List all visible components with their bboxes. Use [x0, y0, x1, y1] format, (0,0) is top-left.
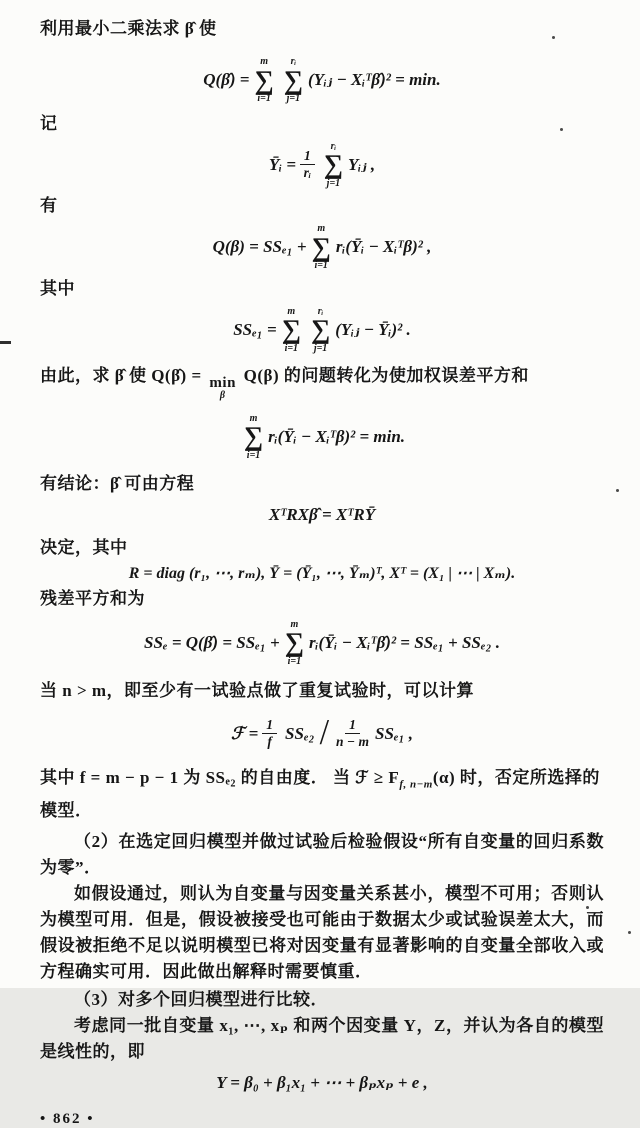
formula-rhs: SSₑ₁ ,	[374, 723, 414, 743]
sum-upper-limit: m	[287, 305, 296, 317]
summation	[312, 223, 331, 272]
summation	[244, 413, 263, 462]
scan-speck	[586, 906, 589, 909]
sigma-icon: ∑	[283, 64, 303, 95]
scan-speck	[616, 489, 619, 492]
scan-speck	[552, 36, 555, 39]
paragraph-jielun: 有结论：β̂ 可由方程	[40, 474, 195, 494]
paragraph-youci	[40, 363, 604, 401]
summation	[284, 56, 303, 105]
sum-lower-limit: i=1	[257, 93, 271, 105]
formula-lhs: Ȳᵢ =	[268, 154, 297, 174]
formula-sse1	[40, 306, 604, 355]
formula-matrix-definitions	[40, 564, 604, 583]
paragraph-item-3: （3）对多个回归模型进行比较．	[74, 989, 328, 1009]
paragraph-hypothesis-discussion: 如假设通过，则认为自变量与因变量关系甚小，模型不可用；否则认为模型可用．但是，假设被接受也可能由于数据太少或试验误差太大，而假设被拒绝不足以说明模型已将对因变量有显著影响的自变量全部收入或方程确实可用．因此做出解释时需要慎重．	[40, 883, 604, 981]
scan-speck	[560, 128, 563, 131]
sum-upper-limit: m	[317, 223, 326, 235]
fraction	[262, 717, 277, 750]
min-operator	[209, 376, 236, 401]
summation	[311, 306, 330, 355]
formula-y-bar-mean	[40, 141, 604, 190]
formula-q-beta-decomposition	[40, 223, 604, 272]
formula-rhs: (Yᵢⱼ − Ȳᵢ)² .	[335, 320, 411, 340]
paragraph-degrees-of-freedom	[40, 765, 604, 823]
sigma-icon: ∑	[311, 231, 331, 262]
fraction-denominator: n − m	[336, 734, 369, 750]
fraction	[300, 148, 315, 181]
youci-text-post: Q(β) 的问题转化为使加权误差平方和	[243, 365, 529, 385]
fraction-denominator: f	[267, 734, 272, 750]
formula-rhs: rᵢ(Ȳᵢ − Xᵢᵀβ)² ,	[335, 237, 432, 257]
sum-upper-limit: m	[260, 56, 269, 67]
sigma-icon: ∑	[284, 627, 304, 658]
sigma-icon: ∑	[281, 314, 301, 345]
summation	[285, 619, 304, 668]
sigma-icon: ∑	[323, 149, 344, 180]
intro-line: 利用最小二乘法求 β̂ 使	[40, 19, 217, 38]
fraction-numerator: 1	[300, 148, 315, 165]
sigma-icon: ∑	[254, 64, 274, 95]
sum-lower-limit: j=1	[326, 177, 341, 189]
min-under-beta: β	[219, 389, 226, 401]
formula-lhs: SSₑ₁ =	[233, 320, 277, 340]
fraction-numerator: 1	[262, 717, 277, 734]
sum-upper-limit: rᵢ	[317, 305, 324, 317]
formula-lhs: ℱ =	[230, 723, 259, 743]
formula-mid: SSₑ₂	[285, 723, 315, 743]
sum-lower-limit: i=1	[287, 655, 302, 667]
formula-text: R = diag (r₁, ⋯, rₘ), Ȳ = (Ȳ₁, ⋯, Ȳₘ)ᵀ, Xᵀ = (X₁ | ⋯ | Xₘ).	[128, 564, 516, 582]
fraction	[334, 717, 371, 750]
scan-artifact-dash	[0, 341, 11, 344]
formula-residual-sum	[40, 619, 604, 668]
fraction-denominator: rᵢ	[303, 165, 312, 181]
formula-rhs: (Yᵢⱼ − Xᵢᵀβ̂)² = min.	[308, 70, 441, 90]
paragraph-cancha: 残差平方和为	[40, 588, 145, 608]
page-number: • 862 •	[40, 1111, 95, 1127]
scan-speck	[628, 931, 631, 934]
formula-f-statistic	[40, 713, 604, 754]
summation	[324, 141, 343, 190]
division-slash: /	[319, 713, 330, 753]
formula-lhs: Q(β̂) =	[203, 70, 250, 90]
formula-normal-equation	[40, 505, 604, 525]
sum-upper-limit: rᵢ	[290, 56, 297, 67]
sigma-icon: ∑	[243, 421, 264, 452]
sum-lower-limit: j=1	[313, 343, 328, 355]
label-you: 有	[40, 196, 58, 216]
summation	[282, 306, 301, 355]
youci-text-pre: 由此，求 β̂ 使 Q(β̂) =	[40, 365, 202, 385]
paragraph-jueding: 决定，其中	[40, 537, 128, 557]
formula-q-beta-hat-min	[40, 56, 604, 105]
label-ji: 记	[40, 113, 58, 133]
sum-lower-limit: i=1	[314, 260, 328, 272]
min-word: min	[209, 374, 236, 391]
sum-upper-limit: m	[249, 412, 258, 424]
formula-rhs: rᵢ(Ȳᵢ − Xᵢᵀβ)² = min.	[268, 426, 406, 446]
formula-rhs: Yᵢⱼ ,	[348, 154, 376, 174]
sum-lower-limit: i=1	[246, 449, 261, 461]
label-qizhong: 其中	[40, 278, 75, 298]
dof-text-pre: 其中 f = m − p − 1 为 SSₑ₂ 的自由度． 当 ℱ ≥ F	[40, 768, 400, 788]
dof-text-post: (α) 时，否定所选择的模型．	[40, 768, 600, 820]
summation	[255, 56, 274, 105]
formula-weighted-sum-min	[40, 413, 604, 462]
formula-lhs: Q(β) = SSₑ₁ +	[212, 237, 307, 257]
sigma-icon: ∑	[310, 314, 331, 345]
formula-text: Y = β₀ + β₁x₁ + ⋯ + βₚxₚ + e ,	[216, 1072, 428, 1092]
paragraph-dang: 当 n > m，即至少有一试验点做了重复试验时，可以计算	[40, 681, 475, 701]
sum-lower-limit: j=1	[286, 93, 301, 105]
sum-upper-limit: rᵢ	[330, 140, 337, 152]
sum-upper-limit: m	[290, 618, 299, 630]
formula-linear-model	[40, 1073, 604, 1093]
formula-rhs: rᵢ(Ȳᵢ − Xᵢᵀβ̂)² = SSₑ₁ + SSₑ₂ .	[309, 632, 500, 652]
f-critical-subscript: f, n−m	[399, 778, 433, 791]
formula-text: XᵀRXβ̂ = XᵀRȲ	[268, 505, 376, 525]
sum-lower-limit: i=1	[284, 343, 299, 355]
formula-lhs: SSₑ = Q(β̂) = SSₑ₁ +	[143, 632, 280, 652]
paragraph-compare-models: 考虑同一批自变量 x₁, ⋯, xₚ 和两个因变量 Y，Z，并认为各自的模型是线性的，即	[40, 1015, 604, 1061]
fraction-numerator: 1	[345, 717, 360, 734]
paragraph-item-2: （2）在选定回归模型并做过试验后检验假设“所有自变量的回归系数为零”．	[40, 831, 604, 877]
